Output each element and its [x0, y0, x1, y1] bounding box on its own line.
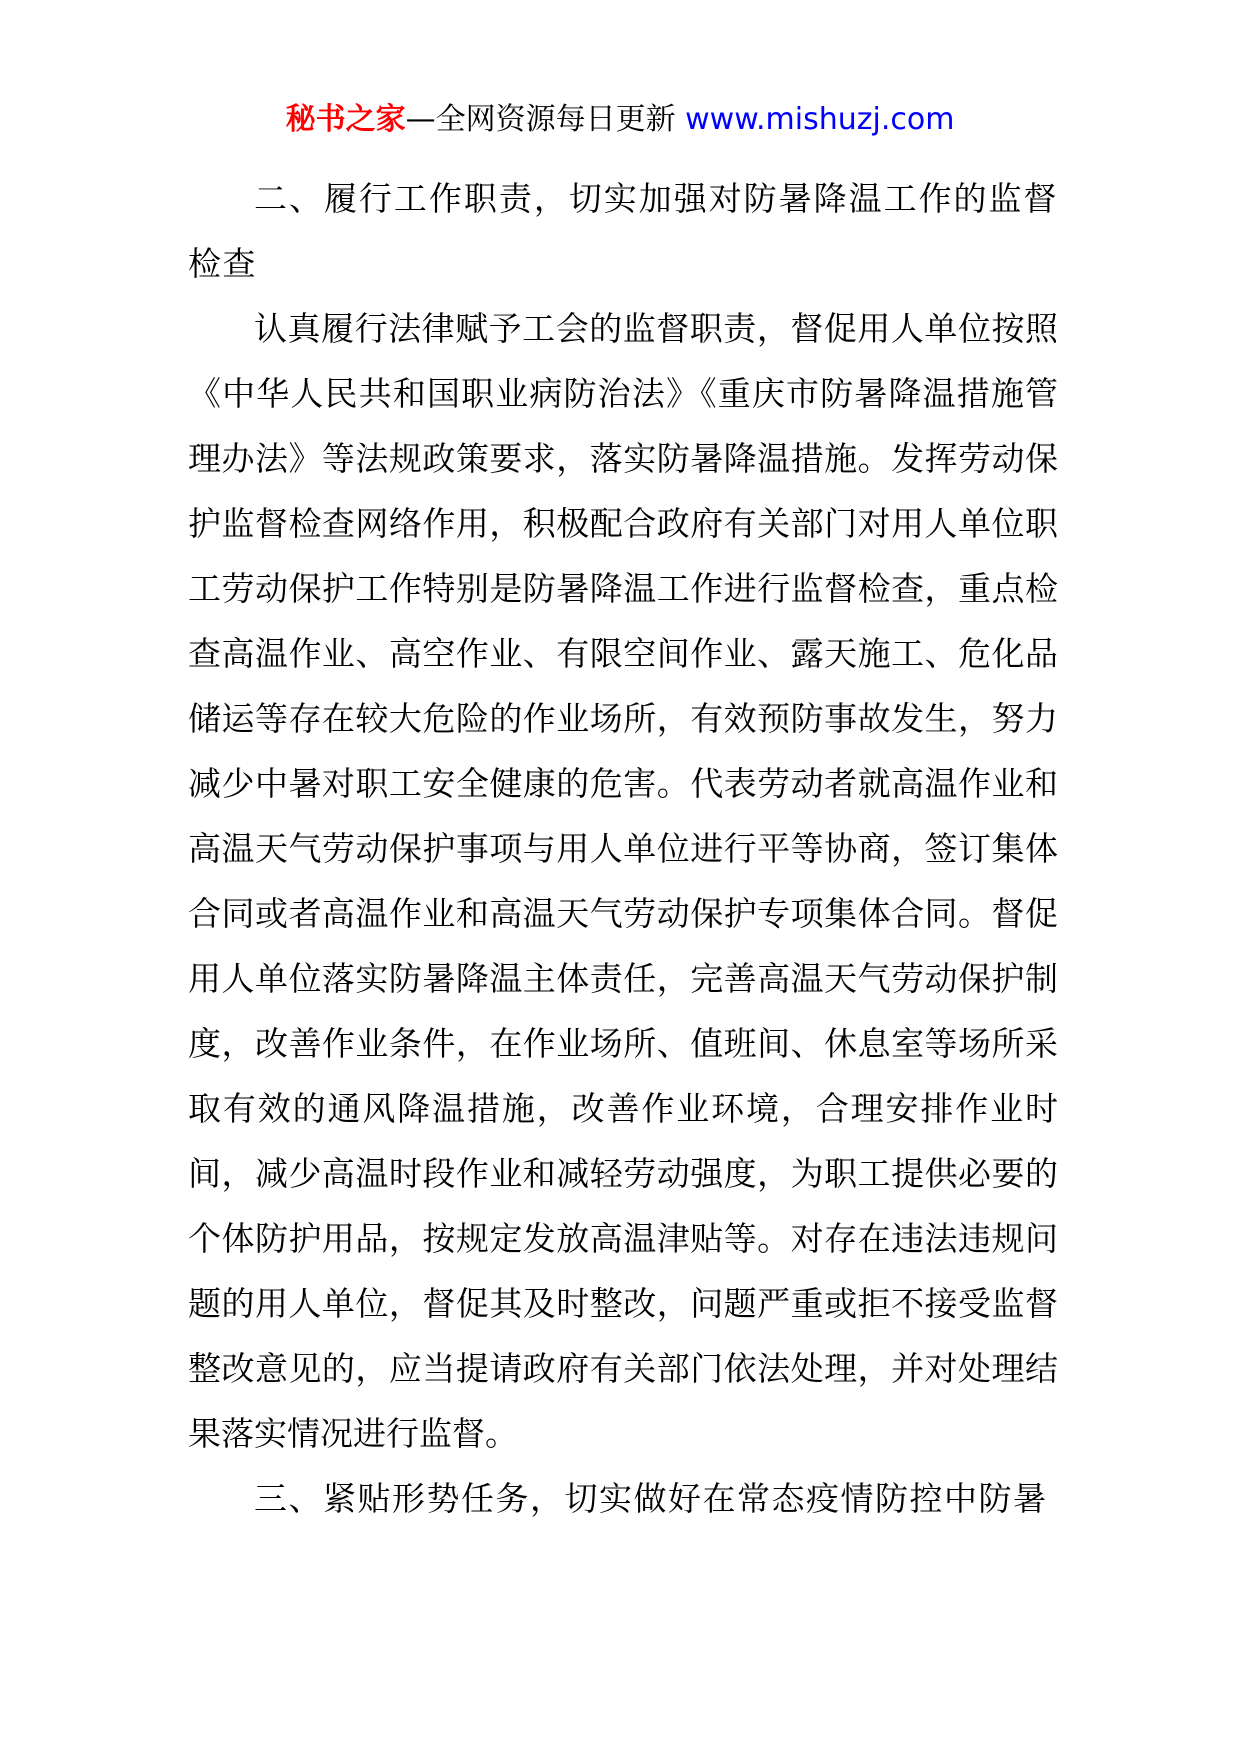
section-2-paragraph: 认真履行法律赋予工会的监督职责，督促用人单位按照《中华人民共和国职业病防治法》《重庆市防暑降温措施管理办法》等法规政策要求，落实防暑降温措施。发挥劳动保护监督检查网络作用，积极配合政府有关部门对用人单位职工劳动保护工作特别是防暑降温工作进行监督检查，重点检查高温作业、高空作业、有限空间作业、露天施工、危化品储运等存在较大危险的作业场所，有效预防事故发生，努力减少中暑对职工安全健康的危害。代表劳动者就高温作业和高温天气劳动保护事项与用人单位进行平等协商，签订集体合同或者高温作业和高温天气劳动保护专项集体合同。督促用人单位落实防暑降温主体责任，完善高温天气劳动保护制度，改善作业条件，在作业场所、值班间、休息室等场所采取有效的通风降温措施，改善作业环境，合理安排作业时间，减少高温时段作业和减轻劳动强度，为职工提供必要的个体防护用品，按规定发放高温津贴等。对存在违法违规问题的用人单位，督促其及时整改，问题严重或拒不接受监督整改意见的，应当提请政府有关部门依法处理，并对处理结果落实情况进行监督。: [188, 309, 1058, 1453]
section-2-heading: 二、履行工作职责，切实加强对防暑降温工作的监督检查: [188, 179, 1058, 283]
site-tagline: —全网资源每日更新: [405, 102, 676, 137]
site-header: [0, 100, 1240, 140]
section-3-heading: 三、紧贴形势任务，切实做好在常态疫情防控中防暑: [254, 1479, 1048, 1518]
site-url-link[interactable]: www.mishuzj.com: [685, 102, 955, 137]
site-name: 秘书之家: [285, 102, 406, 137]
document-body: [188, 166, 1058, 1531]
